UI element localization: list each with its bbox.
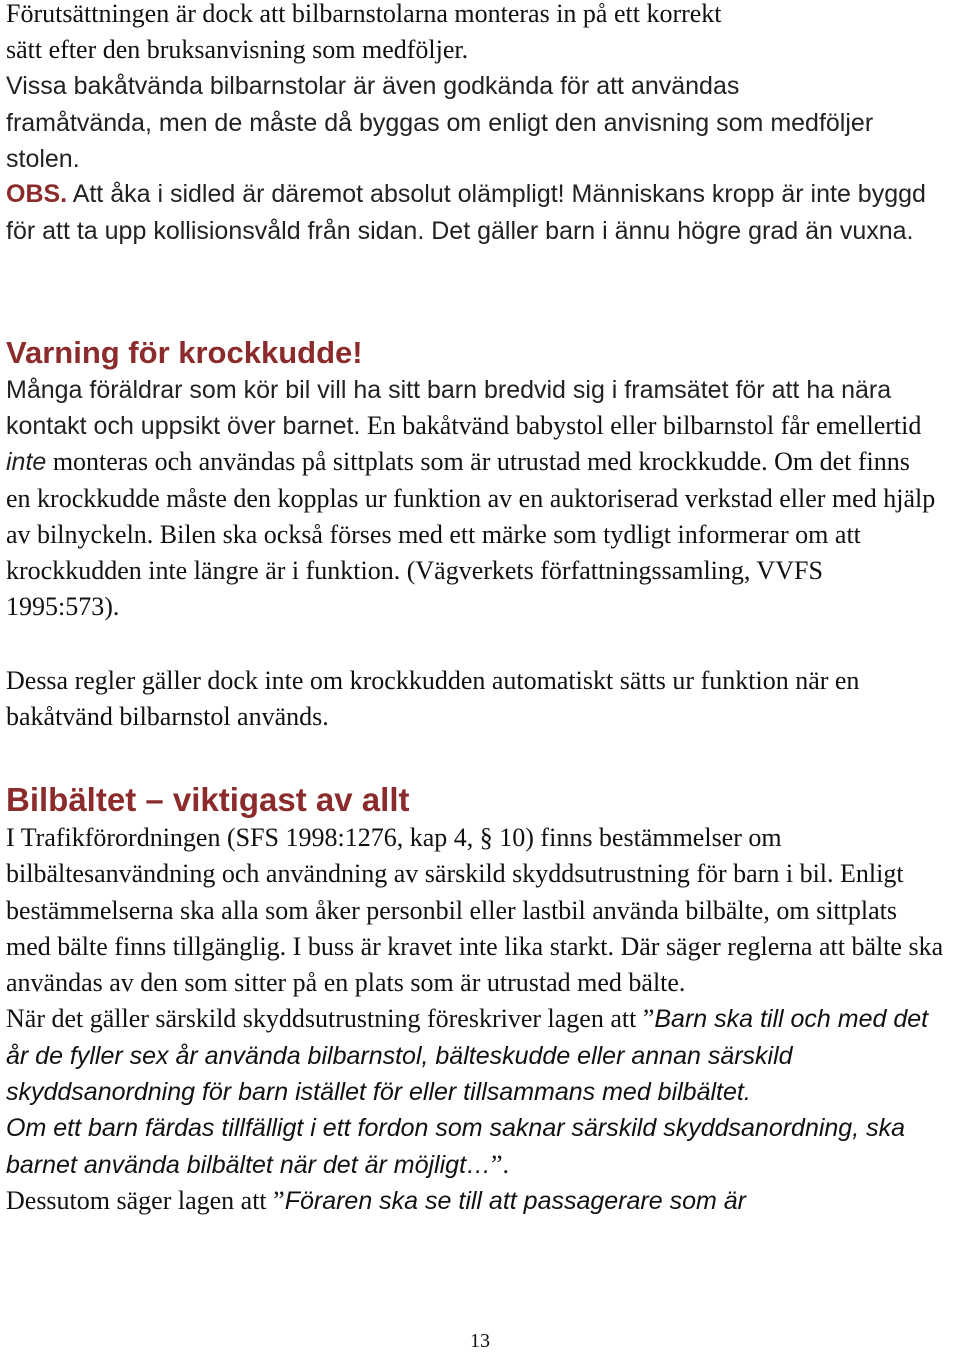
airbag-exception-text: Dessa regler gäller dock inte om krockkudden automatiskt sätts ur funktion när en bakåtvänd bilbarnstol används. — [6, 666, 860, 732]
obs-text: Att åka i sidled är däremot absolut olämpligt! Människans kropp är inte byggd för att ta upp kollisionsvåld från sidan. Det gäller barn i ännu högre grad än vuxna. — [6, 180, 926, 245]
airbag-text-block — [6, 372, 936, 626]
obs-text-block — [6, 176, 936, 249]
seatbelt-para-3 — [6, 1110, 946, 1183]
intro-line-1: Förutsättningen är dock att bilbarnstolarna monteras in på ett korrekt — [6, 0, 722, 28]
airbag-para-2-after: monteras och användas på sittplats som är utrustad med krockkudde. Om det finns en krockkudde måste den kopplas ur funktion av en auktoriserad verkstad eller med hjälp av bilnyckeln. Bilen ska också förses med ett märke som tydligt informerar om att krockkudden inte längre är i funktion. (Vägverkets författningssamling, VVFS 1995:573). — [6, 447, 936, 622]
rearfacing-paragraph — [6, 68, 876, 178]
seatbelt-section — [6, 820, 946, 1219]
seatbelt-heading: Bilbältet – viktigast av allt — [6, 781, 410, 818]
seatbelt-para-2-lead: När det gäller särskild skyddsutrustning föreskriver lagen att ” — [6, 1004, 655, 1034]
seatbelt-law-quote: Barn ska till och med det år de fyller sex år använda bilbarnstol, bälteskudde eller annan särskild skyddsanordning för barn istället för eller tillsammans med bilbältet. — [6, 1005, 929, 1107]
seatbelt-para-4 — [6, 1183, 946, 1219]
obs-paragraph — [6, 176, 936, 249]
seatbelt-temporary-quote: Om ett barn färdas tillfälligt i ett fordon som saknar särskild skyddsanordning, ska barnet använda bilbältet när det är möjligt… — [6, 1114, 906, 1179]
page-number: 13 — [470, 1330, 490, 1352]
seatbelt-para-2 — [6, 1001, 946, 1110]
airbag-section — [6, 372, 936, 626]
airbag-warning-heading: Varning för krockkudde! — [6, 335, 363, 370]
seatbelt-para-3-end: ”. — [491, 1149, 510, 1179]
seatbelt-para-1: I Trafikförordningen (SFS 1998:1276, kap 4, § 10) finns bestämmelser om bilbältesanvändning och användning av särskild skyddsutrustning för barn i bil. Enligt bestämmelserna ska alla som åker personbil eller lastbil använda bilbälte, om sittplats med bälte finns tillgänglig. I buss är kravet inte lika starkt. Där säger reglerna att bälte ska användas av den som sitter på en plats som är utrustad med bälte. — [6, 823, 944, 998]
intro-section — [6, 0, 956, 69]
airbag-para-1: Många föräldrar som kör bil vill ha sitt barn bredvid sig i framsätet för att ha nära kontakt och uppsikt över barnet. — [6, 376, 892, 440]
seatbelt-driver-quote: Föraren ska se till att passagerare som är — [284, 1186, 746, 1215]
seatbelt-para-4-lead: Dessutom säger lagen att ” — [6, 1185, 285, 1215]
rearfacing-text: Vissa bakåtvända bilbarnstolar är även godkända för att användas framåtvända, men de måste då byggas om enligt den anvisning som medföljer stolen. — [6, 72, 874, 173]
airbag-emphasis: inte — [6, 448, 47, 477]
airbag-para-2-before: En bakåtvänd babystol eller bilbarnstol får emellertid — [360, 411, 922, 440]
obs-label: OBS. — [6, 180, 68, 208]
intro-line-2: sätt efter den bruksanvisning som medföljer. — [6, 35, 469, 65]
airbag-exception-paragraph — [6, 663, 946, 736]
